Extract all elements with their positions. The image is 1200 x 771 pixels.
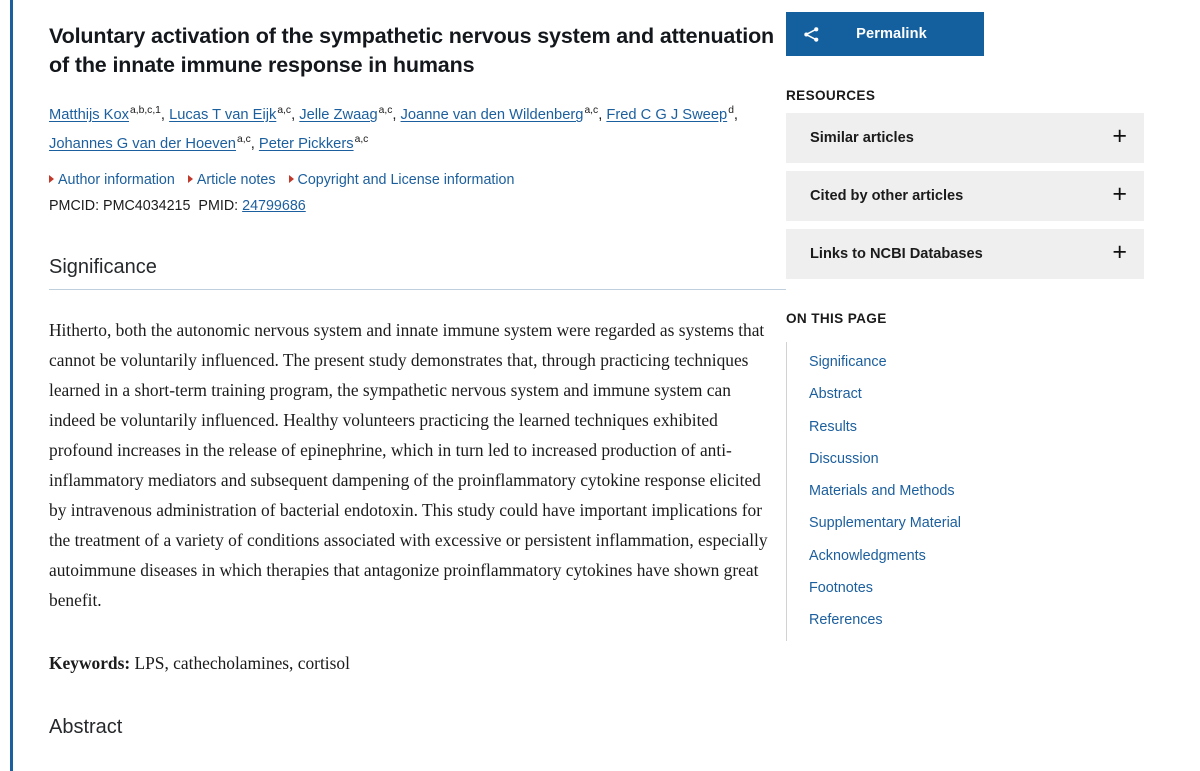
toc-link-abstract[interactable]: Abstract [809,386,862,403]
author-affiliation: d [728,105,734,117]
article-column [13,0,783,749]
meta-link-label: Copyright and License information [297,172,515,189]
accordion-item[interactable] [786,171,1144,221]
abstract-heading: Abstract [49,715,123,738]
triangle-bullet-icon [188,175,193,183]
author-affiliation: a,b,c,1 [130,105,161,117]
pmcid-label: PMCID: [49,198,100,215]
sidebar-column [783,0,1168,641]
author-link[interactable]: Johannes G van der Hoeven [49,136,236,153]
on-this-page-nav [786,342,1086,641]
accordion-item-label: Links to NCBI Databases [810,246,983,262]
author-affiliation: a,c [236,134,251,146]
significance-paragraph: Hitherto, both the autonomic nervous system and innate immune system were regarded as systems that cannot be voluntarily influenced. The present study demonstrates that, through practicing techniques learned in a short-term training program, the sympathetic nervous system and immune system can indeed be voluntarily influenced. Healthy volunteers practicing the learned techniques exhibited profound increases in the release of epinephrine, which in turn led to increased production of anti-inflammatory mediators and subsequent dampening of the proinflammatory cytokine response elicited by intravenous administration of bacterial endotoxin. This study could have important implications for the treatment of a variety of conditions associated with excessive or persistent inflammation, especially autoimmune diseases in which therapies that antagonize proinflammatory cytokines have shown great benefit. [49,320,768,610]
share-icon [802,25,821,44]
pmid-label: PMID: [198,198,239,215]
author-affiliation: a,c [277,105,292,117]
author-affiliation: a,c [354,134,369,146]
significance-heading: Significance [49,256,786,290]
author-link[interactable]: Lucas T van Eijk [169,107,277,124]
triangle-bullet-icon [289,175,294,183]
toc-link-footnotes[interactable]: Footnotes [809,580,873,597]
accordion-item-label: Similar articles [810,130,914,146]
keywords-label: Keywords: [49,652,131,673]
meta-link[interactable] [289,172,515,188]
toc-link-supplementary-material[interactable]: Supplementary Material [809,515,961,532]
toc-link-acknowledgments[interactable]: Acknowledgments [809,547,926,564]
article-identifiers [49,198,783,214]
accordion-item[interactable] [786,113,1144,163]
author-link[interactable]: Jelle Zwaag [299,107,378,124]
meta-link-label: Author information [58,172,175,189]
permalink-label: Permalink [856,26,927,42]
resources-label: RESOURCES [786,88,876,103]
meta-link[interactable] [49,172,175,188]
accordion-item[interactable] [786,229,1144,279]
triangle-bullet-icon [49,175,54,183]
article-meta-links [49,172,783,188]
keywords-line [49,650,783,678]
pmid-link[interactable]: 24799686 [242,198,306,215]
plus-icon[interactable]: + [1112,180,1127,208]
page-title: Voluntary activation of the sympathetic nervous system and attenuation of the innate immune response in humans [49,24,775,77]
pmcid-value: PMC4034215 [103,198,191,215]
author-link[interactable]: Fred C G J Sweep [606,107,728,124]
toc-link-materials-and-methods[interactable]: Materials and Methods [809,483,955,500]
accordion-item-label: Cited by other articles [810,188,964,204]
resources-accordion [786,113,1144,279]
author-link[interactable]: Joanne van den Wildenberg [400,107,584,124]
author-link[interactable]: Peter Pickkers [258,136,354,153]
plus-icon[interactable]: + [1112,122,1127,150]
toc-link-discussion[interactable]: Discussion [809,450,879,467]
toc-link-significance[interactable]: Significance [809,354,887,370]
toc-link-results[interactable]: Results [809,418,857,435]
author-affiliation: a,c [584,105,599,117]
permalink-button[interactable] [786,12,984,56]
plus-icon[interactable]: + [1112,238,1127,266]
meta-link-label: Article notes [196,172,276,189]
author-link[interactable]: Matthijs Kox [49,107,129,124]
author-affiliation: a,c [378,105,393,117]
toc-link-references[interactable]: References [809,612,883,629]
on-this-page-label: ON THIS PAGE [786,311,887,326]
meta-link[interactable] [188,172,276,188]
keywords-value: LPS, cathecholamines, cortisol [134,652,350,673]
author-list: Matthijs Kox$^{a,b,c,1}$, Lucas T van Eijk$^{a,c}$, Jelle Zwaag$^{a,c}$, Joanne van den Wildenberg$^{a,c}$, Fred C G J Sweep$^d$, Johannes G van der Hoeven$^{a,c}$, Peter Pickkers$^{a,c}$ [49,105,739,153]
